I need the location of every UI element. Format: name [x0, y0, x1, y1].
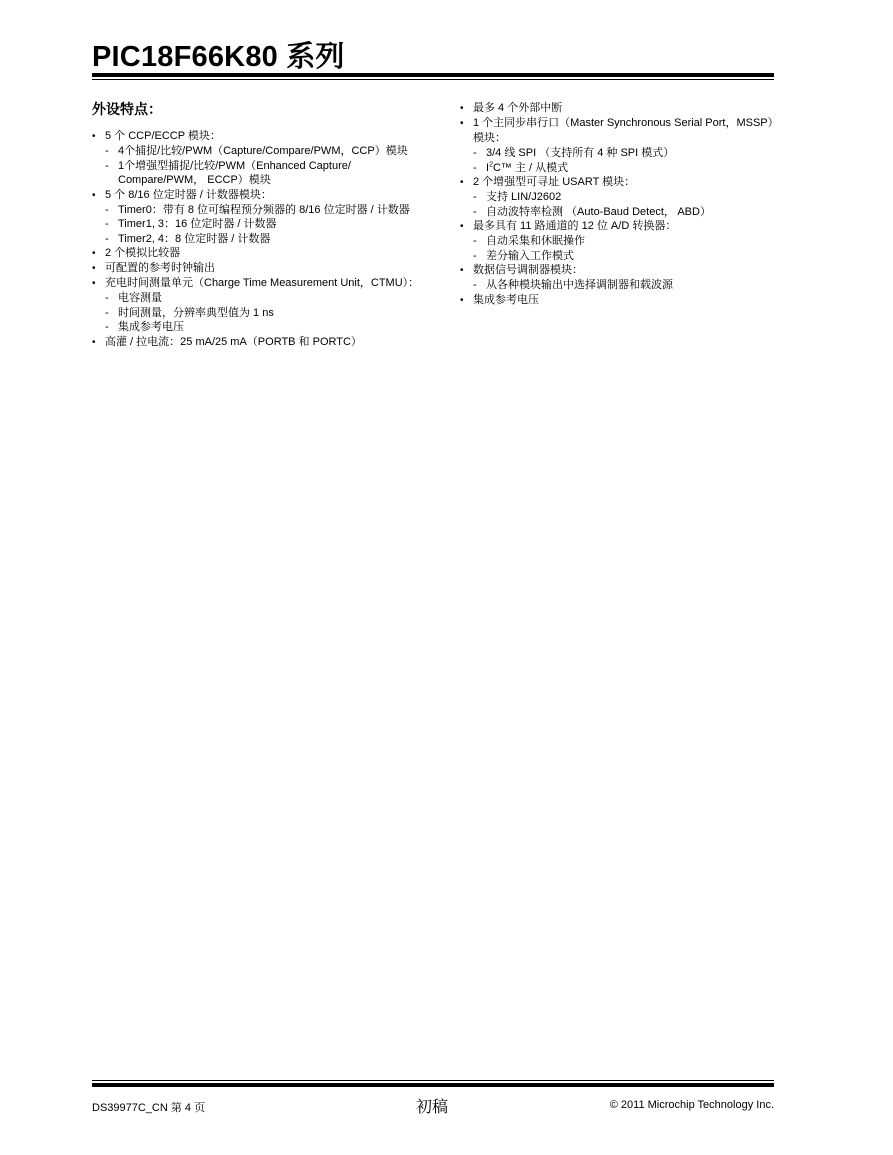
- sub-list-item: - Timer1, 3：16 位定时器 / 计数器: [105, 217, 422, 232]
- list-item-text: 可配置的参考时钟输出: [105, 262, 215, 274]
- list-item: [460, 116, 780, 175]
- sub-list: [473, 146, 780, 175]
- header-rule-thin: [92, 79, 774, 80]
- list-item-text: 充电时间测量单元（Charge Time Measurement Unit，CTMU）：: [105, 277, 420, 289]
- list-item-text: 最多具有 11 路通道的 12 位 A/D 转换器：: [473, 220, 677, 232]
- sub-list: [105, 291, 422, 335]
- right-column: [460, 101, 780, 308]
- list-item-text: 最多 4 个外部中断: [473, 102, 563, 114]
- sub-list-item: - Timer0：带有 8 位可编程预分频器的 8/16 位定时器 / 计数器: [105, 203, 422, 218]
- sub-list-item: - 差分输入工作模式: [473, 249, 780, 264]
- left-feature-list: [92, 129, 422, 350]
- sub-list-item: - Timer2, 4：8 位定时器 / 计数器: [105, 232, 422, 247]
- document-id: DS39977C_CN 第 4 页: [92, 1102, 206, 1114]
- list-item-text: 1 个主同步串行口（Master Synchronous Serial Port，MSSP）模块：: [473, 117, 779, 144]
- section-heading: 外设特点：: [92, 102, 162, 118]
- header-rule-thick: [92, 73, 774, 77]
- list-item: [460, 175, 780, 219]
- sub-list: [473, 190, 780, 219]
- list-item: [92, 276, 422, 335]
- sub-list-item: - 从各种模块输出中选择调制器和载波源: [473, 278, 780, 293]
- draft-status: 初稿: [416, 1097, 449, 1116]
- sub-list-item: - 支持 LIN/J2602: [473, 190, 780, 205]
- list-item: [460, 219, 780, 263]
- sub-list-item: - 自动波特率检测 （Auto-Baud Detect， ABD）: [473, 205, 780, 220]
- list-item-text: 5 个 8/16 位定时器 / 计数器模块：: [105, 188, 272, 201]
- sub-list-item: - 电容测量: [105, 291, 422, 306]
- sub-list: [473, 234, 780, 263]
- sub-list-item: - 时间测量，分辨率典型值为 1 ns: [105, 306, 422, 321]
- sub-list: [105, 144, 422, 188]
- copyright-notice: © 2011 Microchip Technology Inc.: [609, 1099, 774, 1111]
- sub-list-item-i2c: [473, 161, 780, 176]
- sub-list-item: - 1个增强型捕捉/比较/PWM（Enhanced Capture/ Compare/PWM， ECCP）模块: [105, 159, 422, 188]
- list-item-text: 数据信号调制器模块：: [473, 264, 583, 276]
- left-column: [92, 100, 422, 350]
- list-item-text: 2 个增强型可寻址 USART 模块：: [473, 176, 636, 188]
- list-item: [92, 188, 422, 247]
- footer-rule-thin: [92, 1080, 774, 1081]
- list-item-text: 5 个 CCP/ECCP 模块：: [105, 130, 221, 142]
- sub-list-item: - 自动采集和休眠操作: [473, 234, 780, 249]
- sub-list: [473, 278, 780, 293]
- list-item-text: 高灌 / 拉电流：25 mA/25 mA（PORTB 和 PORTC）: [105, 335, 362, 348]
- list-item: [460, 263, 780, 293]
- list-item: [460, 101, 780, 116]
- i2c-mode-text: $I^2C™$ 主 / 从模式: [486, 160, 569, 174]
- list-item: [92, 246, 422, 261]
- list-item-text: 集成参考电压: [473, 293, 539, 306]
- footer-rule-thick: [92, 1083, 774, 1087]
- page-title: PIC18F66K80 系列: [92, 41, 345, 73]
- right-feature-list: [460, 101, 780, 308]
- sub-list-item: - 3/4 线 SPI （支持所有 4 种 SPI 模式）: [473, 146, 780, 161]
- list-item: [92, 129, 422, 188]
- sub-list: [105, 203, 422, 247]
- list-item: [92, 335, 422, 350]
- list-item-text: 2 个模拟比较器: [105, 247, 181, 259]
- list-item: [460, 293, 780, 308]
- sub-list-item: - 4个捕捉/比较/PWM（Capture/Compare/PWM，CCP）模块: [105, 144, 422, 159]
- sub-list-item: - 集成参考电压: [105, 320, 422, 335]
- list-item: [92, 261, 422, 276]
